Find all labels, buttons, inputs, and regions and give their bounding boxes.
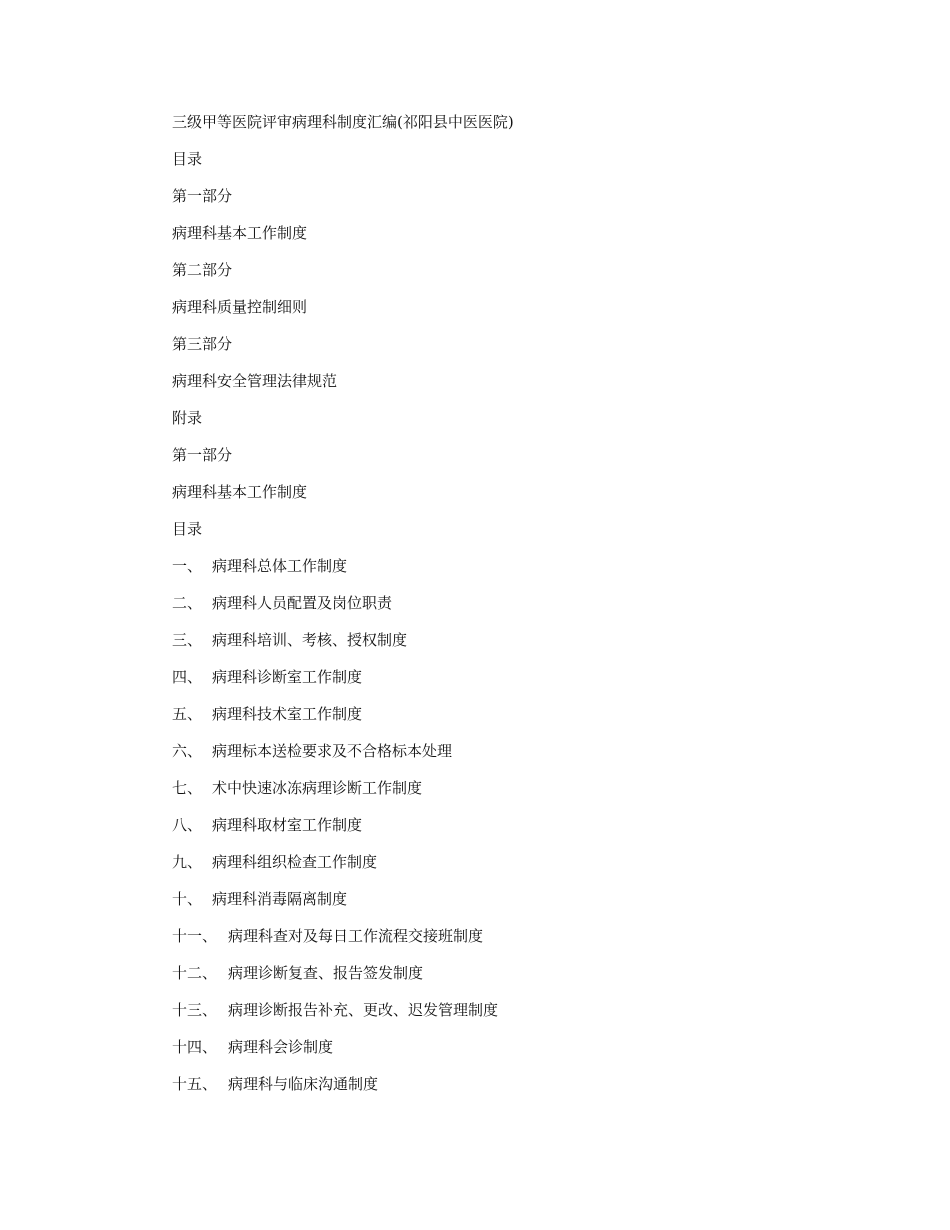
toc-item xyxy=(172,925,872,947)
toc-item-text: 病理科查对及每日工作流程交接班制度 xyxy=(228,927,484,945)
section-toc-heading: 目录 xyxy=(172,520,203,538)
toc-heading: 目录 xyxy=(172,150,203,168)
toc-item-text: 病理科诊断室工作制度 xyxy=(212,668,363,686)
part-name: 病理科安全管理法律规范 xyxy=(172,372,338,390)
toc-item-number: 十五、 xyxy=(172,1075,218,1093)
toc-item-number: 十一、 xyxy=(172,927,218,945)
toc-item-text: 病理科人员配置及岗位职责 xyxy=(212,594,393,612)
toc-item xyxy=(172,592,872,614)
toc-item-number: 六、 xyxy=(172,742,203,760)
toc-item-text: 病理标本送检要求及不合格标本处理 xyxy=(212,742,453,760)
toc-item xyxy=(172,777,872,799)
toc-item xyxy=(172,1073,872,1095)
toc-item-text: 病理科与临床沟通制度 xyxy=(228,1075,379,1093)
toc-item-text: 病理科组织检查工作制度 xyxy=(212,853,378,871)
toc-item-number: 九、 xyxy=(172,853,203,871)
toc-item xyxy=(172,999,872,1021)
toc-item-text: 病理科技术室工作制度 xyxy=(212,705,363,723)
toc-item xyxy=(172,851,872,873)
toc-item-text: 病理科消毒隔离制度 xyxy=(212,890,348,908)
toc-item-text: 病理诊断复查、报告签发制度 xyxy=(228,964,424,982)
toc-item-text: 病理科会诊制度 xyxy=(228,1038,334,1056)
toc-item-number: 三、 xyxy=(172,631,203,649)
toc-item xyxy=(172,555,872,577)
part-name: 病理科质量控制细则 xyxy=(172,298,308,316)
toc-item-number: 十四、 xyxy=(172,1038,218,1056)
appendix-label: 附录 xyxy=(172,409,203,427)
toc-item-text: 术中快速冰冻病理诊断工作制度 xyxy=(212,779,423,797)
toc-item-number: 十三、 xyxy=(172,1001,218,1019)
toc-item xyxy=(172,962,872,984)
toc-item-text: 病理科总体工作制度 xyxy=(212,557,348,575)
toc-item xyxy=(172,703,872,725)
toc-item xyxy=(172,888,872,910)
toc-item-number: 四、 xyxy=(172,668,203,686)
toc-item-text: 病理科培训、考核、授权制度 xyxy=(212,631,408,649)
toc-item-number: 八、 xyxy=(172,816,203,834)
section-label: 第一部分 xyxy=(172,446,233,464)
toc-item-number: 七、 xyxy=(172,779,203,797)
toc-item xyxy=(172,740,872,762)
toc-item-number: 十、 xyxy=(172,890,203,908)
toc-item xyxy=(172,629,872,651)
toc-item-number: 五、 xyxy=(172,705,203,723)
part-name: 病理科基本工作制度 xyxy=(172,224,308,242)
document-page xyxy=(172,111,872,1110)
toc-item xyxy=(172,666,872,688)
toc-item-number: 十二、 xyxy=(172,964,218,982)
part-label: 第二部分 xyxy=(172,261,233,279)
toc-item-text: 病理诊断报告补充、更改、迟发管理制度 xyxy=(228,1001,499,1019)
document-title: 三级甲等医院评审病理科制度汇编(祁阳县中医医院) xyxy=(172,113,514,131)
toc-item-number: 一、 xyxy=(172,557,203,575)
part-label: 第一部分 xyxy=(172,187,233,205)
toc-item xyxy=(172,814,872,836)
section-name: 病理科基本工作制度 xyxy=(172,483,308,501)
toc-item-number: 二、 xyxy=(172,594,203,612)
part-label: 第三部分 xyxy=(172,335,233,353)
toc-item-text: 病理科取材室工作制度 xyxy=(212,816,363,834)
toc-item xyxy=(172,1036,872,1058)
